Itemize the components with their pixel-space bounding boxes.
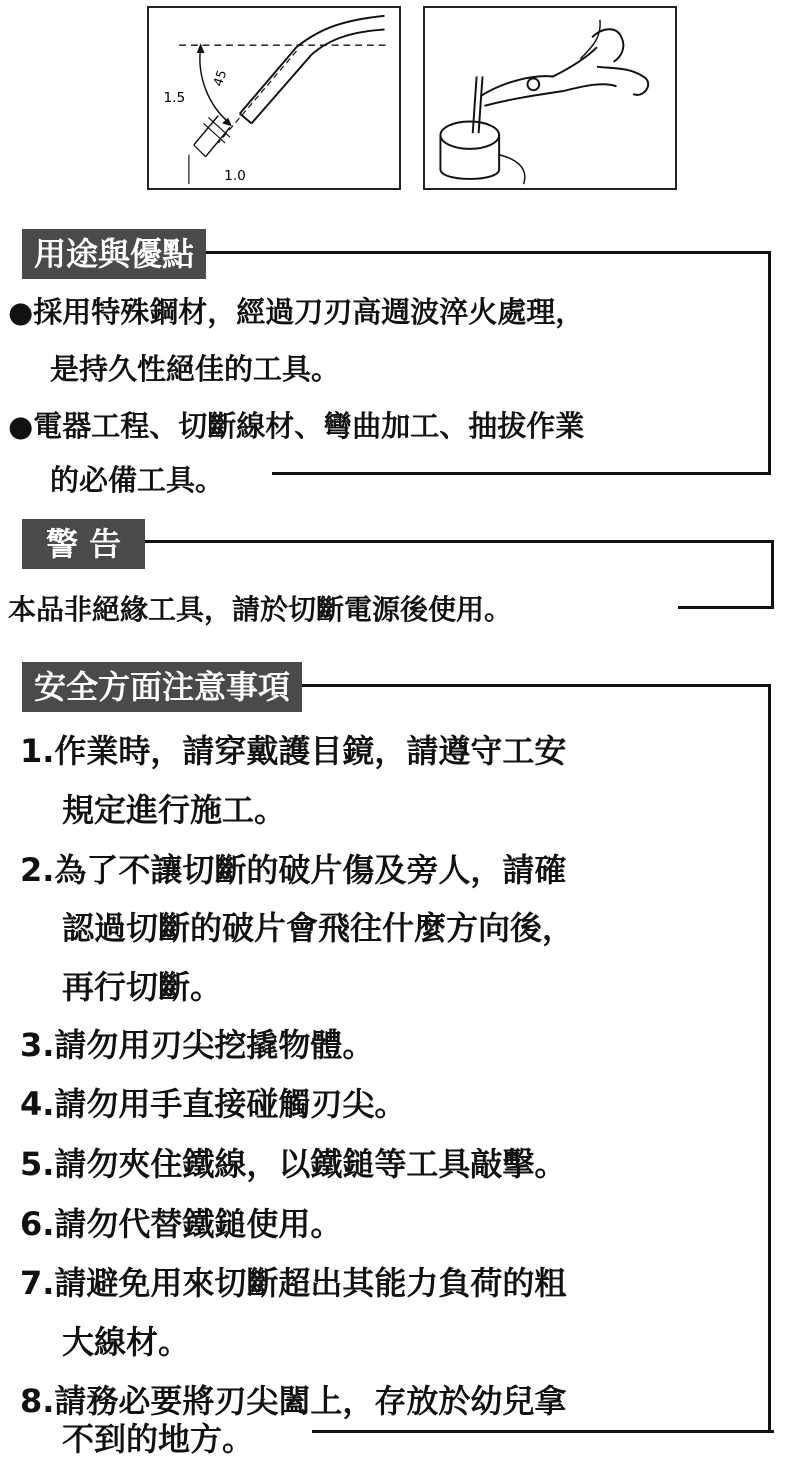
dim-angle-label: 45 <box>210 67 230 89</box>
safety-item-line: 3.請勿用刃尖挖撬物體。 <box>20 1026 375 1064</box>
advantages-frame-tail <box>272 472 771 475</box>
advantages-heading: 用途與優點 <box>22 229 206 279</box>
safety-heading: 安全方面注意事項 <box>22 662 302 712</box>
advantage-line: 是持久性絕佳的工具。 <box>50 352 341 386</box>
safety-item-line: 再行切斷。 <box>62 968 223 1006</box>
safety-item-line: 規定進行施工。 <box>62 791 287 829</box>
warning-text: 本品非絕緣工具，請於切斷電源後使用。 <box>8 593 513 626</box>
advantage-line: 的必備工具。 <box>50 463 225 497</box>
safety-item-line: 2.為了不讓切斷的破片傷及旁人，請確 <box>20 851 567 889</box>
warning-frame-tail <box>678 606 774 609</box>
safety-item-line: 5.請勿夾住鐵線，以鐵鎚等工具敲擊。 <box>20 1145 567 1183</box>
safety-item-line: 不到的地方。 <box>62 1420 255 1458</box>
dim-height-label: 1.5 <box>163 89 186 106</box>
cutter-tip-diagram <box>147 6 401 190</box>
safety-item-line: 8.請務必要將刃尖闔上，存放於幼兒拿 <box>20 1382 567 1420</box>
safety-item-line: 6.請勿代替鐵鎚使用。 <box>20 1205 343 1243</box>
advantage-line: ●採用特殊鋼材，經過刀刃高週波淬火處理， <box>8 295 585 329</box>
pliers-illustration <box>423 6 677 190</box>
pliers-cutting-wire-illustration-icon <box>425 8 675 188</box>
safety-item-line: 大線材。 <box>62 1323 191 1361</box>
safety-item-line: 認過切斷的破片會飛往什麼方向後， <box>62 909 575 947</box>
advantage-line: ●電器工程、切斷線材、彎曲加工、抽拔作業 <box>8 409 585 443</box>
safety-item-line: 7.請避免用來切斷超出其能力負荷的粗 <box>20 1264 567 1302</box>
cutter-tip-angle-diagram-icon <box>149 8 399 188</box>
warning-heading: 警 告 <box>22 519 145 569</box>
safety-item-line: 4.請勿用手直接碰觸刃尖。 <box>20 1085 407 1123</box>
safety-frame-tail <box>312 1430 774 1433</box>
safety-item-line: 1.作業時，請穿戴護目鏡，請遵守工安 <box>20 732 567 770</box>
dim-width-label: 1.0 <box>224 168 246 185</box>
